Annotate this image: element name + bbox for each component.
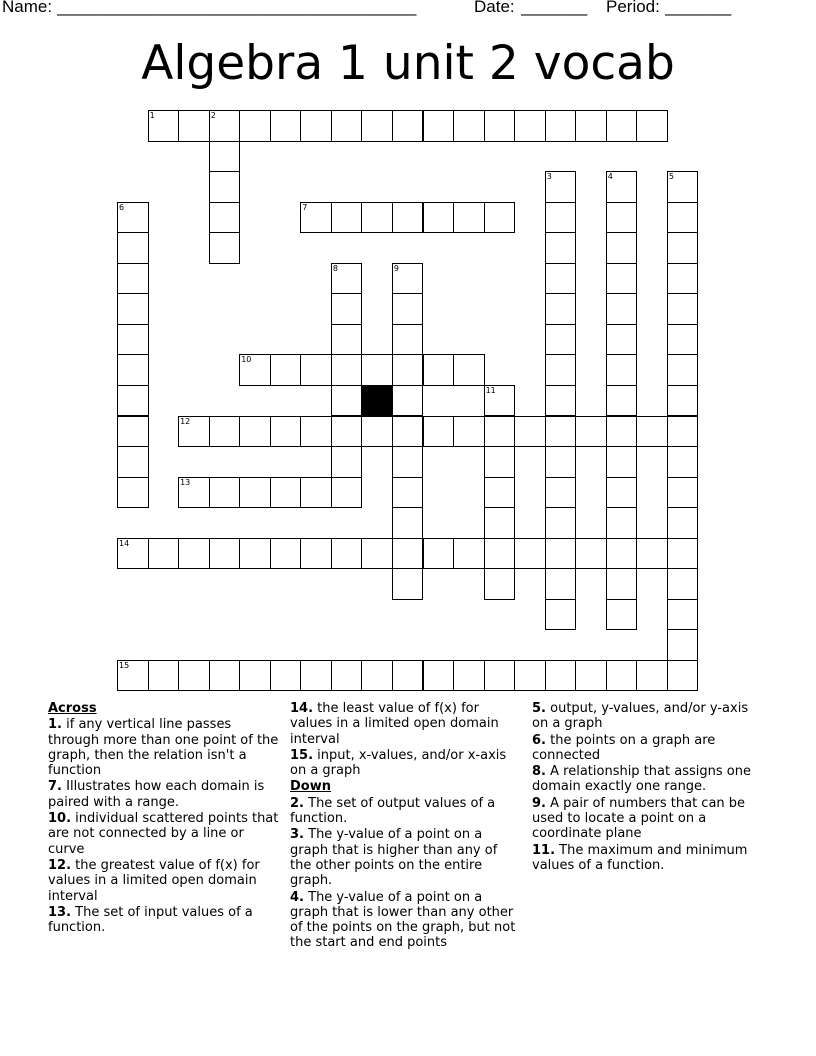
crossword-cell[interactable] (484, 446, 516, 478)
date-label: Date: (474, 0, 515, 16)
cell-number: 6 (119, 202, 125, 212)
crossword-cell[interactable] (636, 110, 668, 142)
cell-number: 8 (332, 263, 338, 273)
crossword-cell[interactable] (331, 110, 363, 142)
crossword-cell[interactable] (117, 202, 149, 234)
crossword-cell[interactable] (178, 110, 210, 142)
crossword-cell[interactable] (270, 477, 302, 509)
crossword-cell[interactable] (361, 416, 393, 448)
crossword-cell[interactable] (148, 538, 180, 570)
crossword-cell[interactable] (331, 385, 363, 417)
crossword-cell[interactable] (606, 324, 638, 356)
crossword-cell[interactable] (514, 660, 546, 692)
crossword-cell[interactable] (606, 660, 638, 692)
crossword-cell[interactable] (667, 232, 699, 264)
crossword-cell[interactable] (606, 599, 638, 631)
period-label: Period: (606, 0, 660, 16)
black-cell (361, 385, 393, 417)
clue-across-15 (290, 748, 520, 779)
clue-number: 13. (48, 904, 72, 920)
crossword-cell[interactable] (331, 477, 363, 509)
crossword-cell[interactable] (117, 354, 149, 386)
date-line: _______ (521, 0, 588, 16)
crossword-cell[interactable] (667, 263, 699, 295)
crossword-cell[interactable] (239, 416, 271, 448)
crossword-cell[interactable] (239, 354, 271, 386)
crossword-cell[interactable] (545, 477, 577, 509)
crossword-cell[interactable] (209, 171, 241, 203)
crossword-cell[interactable] (545, 446, 577, 478)
crossword-cell[interactable] (636, 538, 668, 570)
crossword-cell[interactable] (514, 538, 546, 570)
crossword-cell[interactable] (545, 171, 577, 203)
clue-number: 11. (532, 842, 556, 858)
clue-across-1 (48, 717, 280, 778)
clue-number: 3. (290, 827, 304, 843)
crossword-cell[interactable] (209, 538, 241, 570)
crossword-cell[interactable] (117, 293, 149, 325)
crossword-cell[interactable] (606, 110, 638, 142)
crossword-cell[interactable] (606, 446, 638, 478)
name-label: Name: (2, 0, 53, 16)
crossword-cell[interactable] (453, 110, 485, 142)
crossword-cell[interactable] (545, 568, 577, 600)
crossword-cell[interactable] (423, 416, 455, 448)
crossword-cell[interactable] (545, 324, 577, 356)
crossword-cell[interactable] (545, 599, 577, 631)
crossword-cell[interactable] (117, 263, 149, 295)
clue-number: 5. (532, 701, 546, 716)
crossword-cell[interactable] (300, 354, 332, 386)
clue-down-8 (532, 764, 767, 795)
crossword-cell[interactable] (453, 538, 485, 570)
crossword-cell[interactable] (514, 110, 546, 142)
page-title: Algebra 1 unit 2 vocab (141, 36, 675, 91)
clue-text: output, y-values, and/or y-axis on a graph (532, 701, 749, 732)
crossword-cell[interactable] (331, 538, 363, 570)
crossword-cell[interactable] (606, 538, 638, 570)
crossword-cell[interactable] (300, 538, 332, 570)
crossword-cell[interactable] (575, 660, 607, 692)
crossword-cell[interactable] (453, 354, 485, 386)
crossword-cell[interactable] (300, 202, 332, 234)
crossword-cell[interactable] (484, 568, 516, 600)
cell-number: 9 (393, 263, 399, 273)
crossword-cell[interactable] (484, 477, 516, 509)
crossword-cell[interactable] (484, 507, 516, 539)
crossword-cell[interactable] (239, 110, 271, 142)
clue-down-9 (532, 796, 767, 842)
crossword-cell[interactable] (209, 477, 241, 509)
crossword-cell[interactable] (117, 416, 149, 448)
crossword-cell[interactable] (270, 354, 302, 386)
clues-column-1 (48, 701, 280, 936)
cell-number: 10 (241, 355, 252, 365)
crossword-cell[interactable] (209, 110, 241, 142)
period-line: _______ (665, 0, 732, 16)
clue-number: 1. (48, 717, 62, 733)
clue-down-11 (532, 843, 767, 874)
crossword-cell[interactable] (484, 110, 516, 142)
crossword-cell[interactable] (545, 232, 577, 264)
crossword-cell[interactable] (270, 538, 302, 570)
clue-text: if any vertical line passes through more than one point of the graph, then the relation isn't a function (48, 717, 279, 779)
crossword-cell[interactable] (209, 232, 241, 264)
crossword-cell[interactable] (606, 477, 638, 509)
crossword-cell[interactable] (331, 416, 363, 448)
crossword-cell[interactable] (545, 507, 577, 539)
clue-down-5 (532, 701, 767, 732)
across-heading: Across (48, 701, 97, 716)
clue-text: Illustrates how each domain is paired with a range. (48, 779, 265, 810)
crossword-cell[interactable] (178, 416, 210, 448)
cell-number: 3 (546, 172, 552, 182)
crossword-cell[interactable] (667, 660, 699, 692)
crossword-cell[interactable] (667, 629, 699, 661)
crossword-cell[interactable] (667, 385, 699, 417)
crossword-cell[interactable] (514, 416, 546, 448)
crossword-cell[interactable] (453, 202, 485, 234)
crossword-cell[interactable] (361, 354, 393, 386)
crossword-cell[interactable] (606, 263, 638, 295)
cell-number: 11 (485, 385, 496, 395)
crossword-cell[interactable] (667, 446, 699, 478)
clue-across-7 (48, 779, 280, 810)
crossword-cell[interactable] (392, 538, 424, 570)
crossword-cell[interactable] (606, 568, 638, 600)
cell-number: 12 (180, 416, 191, 426)
crossword-cell[interactable] (636, 416, 668, 448)
crossword-cell[interactable] (392, 324, 424, 356)
crossword-cell[interactable] (392, 202, 424, 234)
crossword-cell[interactable] (667, 477, 699, 509)
crossword-cell[interactable] (667, 293, 699, 325)
clue-across-12 (48, 858, 280, 904)
crossword-cell[interactable] (178, 660, 210, 692)
crossword-cell[interactable] (270, 660, 302, 692)
crossword-cell[interactable] (117, 477, 149, 509)
clue-text: A pair of numbers that can be used to locate a point on a coordinate plane (532, 795, 746, 842)
crossword-cell[interactable] (484, 660, 516, 692)
clue-number: 2. (290, 795, 304, 811)
crossword-cell[interactable] (606, 232, 638, 264)
crossword-cell[interactable] (117, 446, 149, 478)
crossword-cell[interactable] (575, 110, 607, 142)
crossword-cell[interactable] (667, 599, 699, 631)
down-heading: Down (290, 779, 331, 795)
name-line: ______________________________________ (57, 0, 417, 16)
crossword-cell[interactable] (392, 263, 424, 295)
crossword-cell[interactable] (575, 538, 607, 570)
crossword-cell[interactable] (392, 293, 424, 325)
crossword-cell[interactable] (667, 202, 699, 234)
crossword-cell[interactable] (667, 538, 699, 570)
crossword-cell[interactable] (545, 660, 577, 692)
cell-number: 1 (149, 111, 155, 120)
clue-number: 8. (532, 764, 546, 780)
cell-number: 4 (607, 172, 613, 182)
crossword-cell[interactable] (392, 446, 424, 478)
crossword-cell[interactable] (484, 416, 516, 448)
clue-text: The maximum and minimum values of a function. (532, 842, 748, 873)
crossword-cell[interactable] (667, 568, 699, 600)
crossword-cell[interactable] (545, 202, 577, 234)
crossword-cell[interactable] (667, 354, 699, 386)
crossword-cell[interactable] (270, 416, 302, 448)
crossword-cell[interactable] (545, 354, 577, 386)
clue-text: The set of input values of a function. (48, 904, 253, 936)
crossword-cell[interactable] (606, 416, 638, 448)
crossword-cell[interactable] (361, 202, 393, 234)
crossword-cell[interactable] (545, 263, 577, 295)
clue-across-10 (48, 811, 280, 857)
crossword-cell[interactable] (392, 354, 424, 386)
crossword-cell[interactable] (606, 171, 638, 203)
crossword-cell[interactable] (423, 202, 455, 234)
clue-text: The y-value of a point on a graph that is higher than any of the other points on the entire graph. (290, 827, 498, 889)
crossword-cell[interactable] (392, 660, 424, 692)
clues-column-3 (532, 701, 767, 874)
crossword-cell[interactable] (392, 568, 424, 600)
crossword-cell[interactable] (300, 660, 332, 692)
crossword-cell[interactable] (331, 354, 363, 386)
crossword-cell[interactable] (484, 385, 516, 417)
crossword-cell[interactable] (423, 354, 455, 386)
clue-text: The set of output values of a function. (290, 795, 496, 827)
crossword-cell[interactable] (484, 202, 516, 234)
crossword-cell[interactable] (667, 507, 699, 539)
crossword-cell[interactable] (361, 110, 393, 142)
clue-across-13 (48, 905, 280, 936)
clue-text: the greatest value of f(x) for values in a limited open domain interval (48, 857, 260, 904)
clue-across-14 (290, 701, 520, 747)
crossword-cell[interactable] (575, 416, 607, 448)
crossword-cell[interactable] (270, 110, 302, 142)
crossword-cell[interactable] (545, 293, 577, 325)
clue-number: 14. (290, 701, 314, 716)
clue-down-4 (290, 890, 520, 951)
cell-number: 13 (180, 477, 191, 487)
crossword-cell[interactable] (361, 660, 393, 692)
crossword-cell[interactable] (667, 171, 699, 203)
clue-number: 10. (48, 811, 72, 827)
crossword-cell[interactable] (392, 477, 424, 509)
crossword-cell[interactable] (209, 416, 241, 448)
crossword-cell[interactable] (545, 416, 577, 448)
crossword-cell[interactable] (484, 538, 516, 570)
crossword-cell[interactable] (148, 660, 180, 692)
clue-number: 7. (48, 779, 62, 795)
crossword-cell[interactable] (331, 660, 363, 692)
crossword-cell[interactable] (331, 446, 363, 478)
crossword-cell[interactable] (636, 660, 668, 692)
clue-text: input, x-values, and/or x-axis on a graph (290, 747, 507, 779)
clue-text: individual scattered points that are not connected by a line or curve (48, 811, 279, 857)
crossword-cell[interactable] (423, 660, 455, 692)
crossword-cell[interactable] (423, 110, 455, 142)
crossword-cell[interactable] (331, 293, 363, 325)
crossword-cell[interactable] (331, 324, 363, 356)
crossword-cell[interactable] (423, 538, 455, 570)
crossword-cell[interactable] (606, 354, 638, 386)
crossword-cell[interactable] (209, 141, 241, 173)
crossword-cell[interactable] (667, 416, 699, 448)
crossword-cell[interactable] (453, 416, 485, 448)
crossword-cell[interactable] (331, 263, 363, 295)
crossword-cell[interactable] (331, 202, 363, 234)
crossword-cell[interactable] (178, 477, 210, 509)
crossword-cell[interactable] (117, 324, 149, 356)
clue-text: A relationship that assigns one domain exactly one range. (532, 764, 751, 795)
crossword-cell[interactable] (453, 660, 485, 692)
crossword-cell[interactable] (239, 660, 271, 692)
crossword-cell[interactable] (178, 538, 210, 570)
clue-down-6 (532, 733, 767, 764)
crossword-cell[interactable] (117, 385, 149, 417)
crossword-cell[interactable] (392, 507, 424, 539)
clue-text: the least value of f(x) for values in a limited open domain interval (290, 701, 499, 747)
clue-number: 12. (48, 857, 72, 873)
clue-text: The y-value of a point on a graph that is lower than any other of the points on the graph, but not the start and end points (290, 889, 516, 951)
clue-down-3 (290, 827, 520, 888)
crossword-cell[interactable] (209, 202, 241, 234)
clues-column-2 (290, 701, 520, 952)
cell-number: 7 (302, 202, 308, 212)
cell-number: 5 (668, 172, 674, 182)
cell-number: 2 (210, 111, 216, 120)
crossword-cell[interactable] (392, 385, 424, 417)
clue-number: 6. (532, 732, 546, 748)
clue-text: the points on a graph are connected (532, 732, 716, 763)
clue-down-2 (290, 796, 520, 827)
crossword-cell[interactable] (606, 507, 638, 539)
crossword-cell[interactable] (300, 416, 332, 448)
crossword-cell[interactable] (117, 232, 149, 264)
crossword-cell[interactable] (117, 538, 149, 570)
clue-number: 15. (290, 747, 314, 763)
crossword-cell[interactable] (117, 660, 149, 692)
crossword-cell[interactable] (239, 477, 271, 509)
crossword-cell[interactable] (239, 538, 271, 570)
crossword-cell[interactable] (209, 660, 241, 692)
clue-number: 9. (532, 795, 546, 811)
crossword-cell[interactable] (392, 110, 424, 142)
crossword-cell[interactable] (606, 293, 638, 325)
crossword-cell[interactable] (606, 385, 638, 417)
clue-number: 4. (290, 889, 304, 905)
crossword-cell[interactable] (545, 538, 577, 570)
crossword-cell[interactable] (667, 324, 699, 356)
crossword-cell[interactable] (148, 110, 180, 142)
cell-number: 15 (119, 660, 130, 670)
crossword-cell[interactable] (300, 477, 332, 509)
crossword-cell[interactable] (361, 538, 393, 570)
crossword-cell[interactable] (392, 416, 424, 448)
crossword-cell[interactable] (300, 110, 332, 142)
crossword-cell[interactable] (545, 110, 577, 142)
cell-number: 14 (119, 538, 130, 548)
crossword-cell[interactable] (606, 202, 638, 234)
crossword-cell[interactable] (545, 385, 577, 417)
